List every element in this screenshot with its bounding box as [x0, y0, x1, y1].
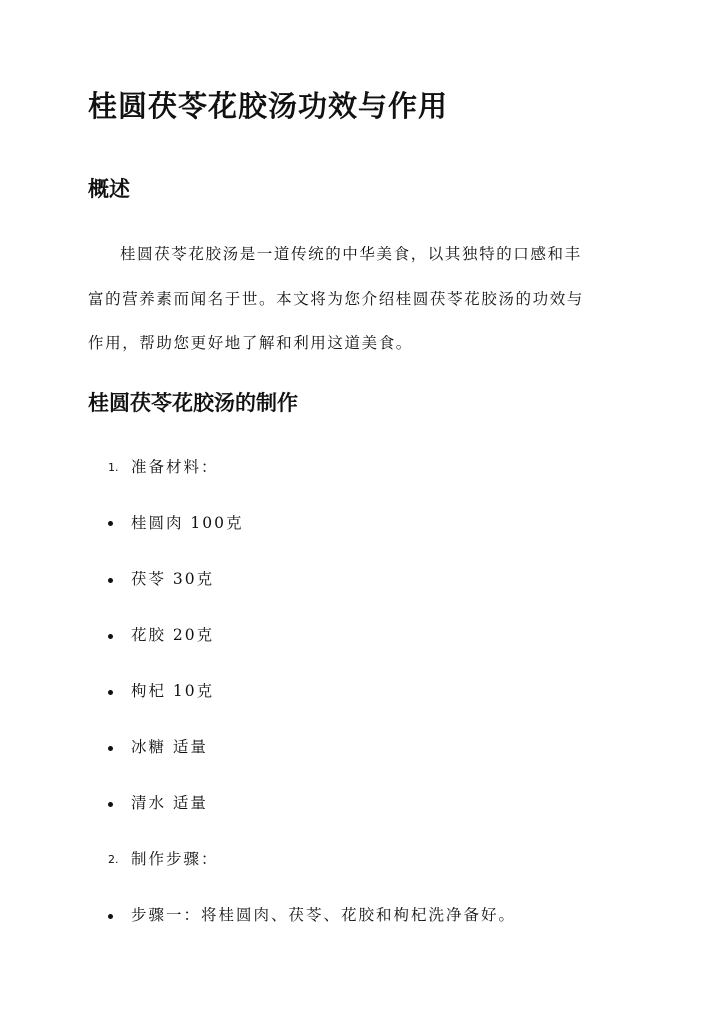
- bullet-icon: [108, 914, 113, 919]
- bullet-icon: [108, 746, 113, 751]
- bullet-icon: [108, 802, 113, 807]
- list-number: 2.: [108, 853, 119, 866]
- section-heading-overview: 概述: [88, 176, 130, 201]
- list-number: 1.: [108, 461, 119, 474]
- section-heading-preparation: 桂圆茯苓花胶汤的制作: [88, 390, 298, 415]
- bullet-icon: [108, 578, 113, 583]
- bullet-icon: [108, 690, 113, 695]
- paragraph-line: 作用，帮助您更好地了解和利用这道美食。: [88, 334, 413, 352]
- step-label: 准备材料：: [131, 458, 219, 476]
- paragraph-line: 富的营养素而闻名于世。本文将为您介绍桂圆茯苓花胶汤的功效与: [88, 290, 584, 308]
- list-item-text: 花胶 20克: [131, 626, 215, 644]
- list-item-text: 步骤一：将桂圆肉、茯苓、花胶和枸杞洗净备好。: [131, 906, 517, 924]
- step-label: 制作步骤：: [131, 850, 219, 868]
- bullet-icon: [108, 634, 113, 639]
- list-item-text: 枸杞 10克: [131, 682, 215, 700]
- paragraph-line: 桂圆茯苓花胶汤是一道传统的中华美食，以其独特的口感和丰: [120, 245, 582, 263]
- list-item-text: 茯苓 30克: [131, 570, 215, 588]
- list-item-text: 清水 适量: [131, 794, 208, 812]
- list-item-text: 桂圆肉 100克: [131, 514, 244, 532]
- list-item-text: 冰糖 适量: [131, 738, 208, 756]
- document-title: 桂圆茯苓花胶汤功效与作用: [88, 89, 449, 123]
- bullet-icon: [108, 521, 113, 526]
